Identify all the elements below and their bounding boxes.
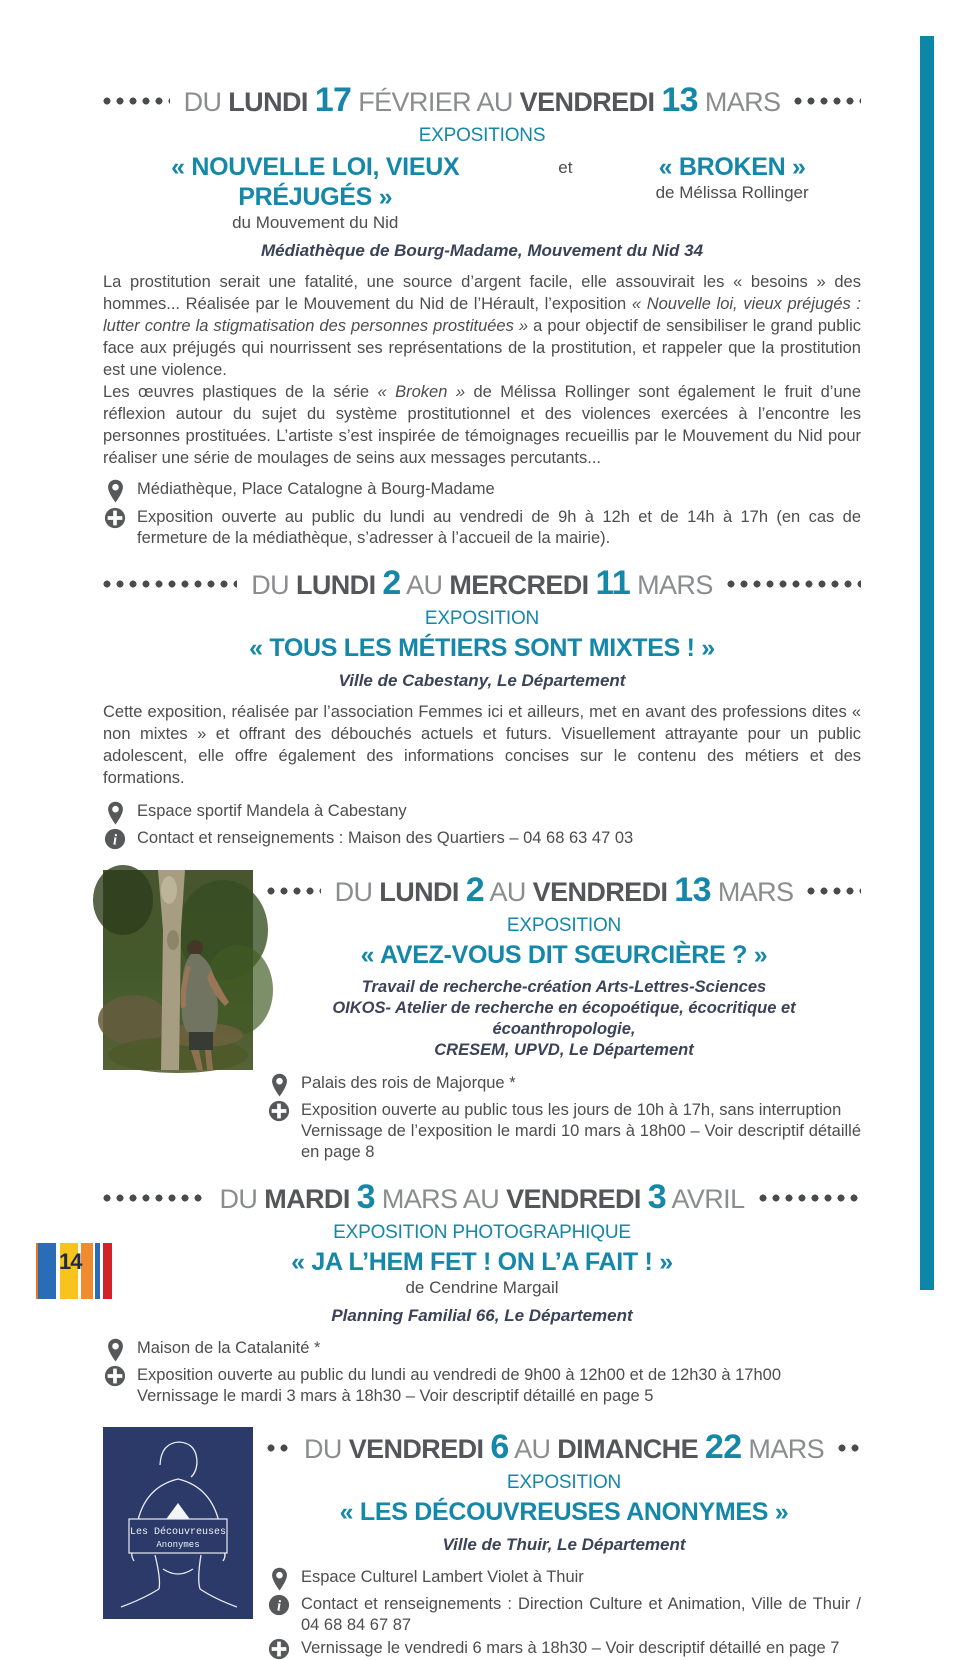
description-text: Les œuvres plastiques de la série bbox=[103, 383, 378, 401]
description-italic: « Nouvelle loi, vieux préjugés : lutter contre la stigmatisation des personnes prostituées » bbox=[103, 295, 861, 335]
date-part: DU bbox=[183, 87, 222, 117]
date-header bbox=[103, 80, 861, 122]
dotted-divider bbox=[759, 1194, 862, 1202]
hours-row bbox=[103, 507, 861, 549]
info-icon bbox=[103, 828, 127, 850]
svg-text:i: i bbox=[276, 1598, 282, 1615]
location-text: Maison de la Catalanité * bbox=[137, 1339, 321, 1357]
plus-icon bbox=[267, 1638, 291, 1660]
location-pin-icon bbox=[103, 1338, 127, 1363]
hours-line: Vernissage le vendredi 6 mars à 18h30 – Voir descriptif détaillé en page 7 bbox=[301, 1639, 840, 1657]
hours-text bbox=[137, 507, 861, 549]
date-header bbox=[103, 1177, 861, 1219]
location-row bbox=[267, 1567, 861, 1592]
date-number: 6 bbox=[490, 1428, 509, 1466]
event-venue: Ville de Cabestany, Le Département bbox=[338, 671, 626, 690]
date-number: 2 bbox=[465, 871, 485, 909]
hours-line: Exposition ouverte au public du lundi au vendredi de 9h à 12h et de 14h à 17h (en cas de fermeture de la médiathèque, s’adresser à l’accueil de la mairie). bbox=[137, 508, 861, 547]
event-section-5 bbox=[103, 1427, 861, 1660]
event-type-label: EXPOSITION bbox=[506, 1472, 622, 1493]
event-section-3 bbox=[103, 870, 861, 1163]
event-title-right-block bbox=[603, 150, 861, 203]
date-part: DU bbox=[303, 1434, 342, 1464]
date-part: AU bbox=[406, 570, 443, 600]
event-description bbox=[103, 381, 861, 469]
location-text: Espace Culturel Lambert Violet à Thuir bbox=[301, 1568, 584, 1586]
location-pin-icon bbox=[267, 1073, 291, 1098]
poster-text-line1: Les Découvreuses bbox=[129, 1527, 227, 1538]
date-number: 22 bbox=[704, 1428, 742, 1466]
date-range bbox=[184, 80, 781, 122]
date-part: MARS bbox=[748, 1434, 825, 1464]
hours-line: Vernissage de l’exposition le mardi 10 mars à 18h00 – Voir descriptif détaillé en page 8 bbox=[301, 1122, 861, 1161]
event-title: « NOUVELLE LOI, VIEUX PRÉJUGÉS » bbox=[171, 153, 460, 211]
event-title: « JA L’HEM FET ! ON L’A FAIT ! » bbox=[291, 1248, 673, 1276]
contact-text: Contact et renseignements : Maison des Quartiers – 04 68 63 47 03 bbox=[137, 829, 634, 847]
date-part: MARS bbox=[704, 87, 781, 117]
hours-row bbox=[267, 1100, 861, 1163]
dotted-divider bbox=[838, 1444, 861, 1452]
date-part: DU bbox=[219, 1184, 258, 1214]
date-range bbox=[251, 563, 712, 605]
event-section-2 bbox=[103, 563, 861, 850]
location-row bbox=[103, 801, 861, 826]
plus-icon bbox=[103, 1365, 127, 1387]
event-venue: Ville de Thuir, Le Département bbox=[442, 1535, 686, 1554]
event-title: « TOUS LES MÉTIERS SONT MIXTES ! » bbox=[249, 634, 715, 662]
date-day: MARDI bbox=[264, 1184, 350, 1214]
date-header bbox=[267, 1427, 861, 1469]
date-number: 13 bbox=[661, 81, 698, 119]
location-row bbox=[103, 479, 861, 504]
hours-row bbox=[103, 1365, 861, 1407]
hours-line: Vernissage le mardi 3 mars à 18h30 – Voir descriptif détaillé en page 5 bbox=[137, 1387, 654, 1405]
date-part: DU bbox=[251, 570, 290, 600]
date-header bbox=[267, 870, 861, 912]
date-number: 17 bbox=[314, 81, 352, 119]
hours-text bbox=[301, 1638, 839, 1659]
location-pin-icon bbox=[267, 1567, 291, 1592]
date-day: VENDREDI bbox=[519, 87, 655, 117]
date-number: 3 bbox=[356, 1178, 375, 1216]
event-type-label: EXPOSITION bbox=[506, 915, 622, 936]
date-number: 2 bbox=[382, 564, 401, 602]
dotted-divider bbox=[267, 887, 321, 895]
date-part: AU bbox=[489, 877, 526, 907]
dual-titles bbox=[103, 150, 861, 233]
date-day: LUNDI bbox=[379, 877, 459, 907]
date-day: VENDREDI bbox=[532, 877, 668, 907]
dotted-divider bbox=[103, 97, 170, 105]
date-part: MARS AU bbox=[381, 1184, 500, 1214]
date-part: MARS bbox=[717, 877, 794, 907]
date-part: AVRIL bbox=[671, 1184, 745, 1214]
side-accent-bar bbox=[920, 36, 934, 1290]
date-part: FÉVRIER AU bbox=[358, 87, 513, 117]
info-icon bbox=[267, 1594, 291, 1616]
date-day: DIMANCHE bbox=[557, 1434, 698, 1464]
date-day: LUNDI bbox=[295, 570, 376, 600]
event-title: « BROKEN » bbox=[658, 153, 806, 181]
date-day: VENDREDI bbox=[348, 1434, 484, 1464]
event-body bbox=[267, 1427, 861, 1660]
location-text: Palais des rois de Majorque * bbox=[301, 1074, 516, 1092]
event-credit: de Cendrine Margail bbox=[405, 1278, 559, 1297]
dotted-divider bbox=[103, 580, 237, 588]
date-number: 13 bbox=[674, 871, 711, 909]
dotted-divider bbox=[807, 887, 861, 895]
event-poster-decouvreuses bbox=[103, 1427, 253, 1660]
plus-icon bbox=[267, 1100, 291, 1122]
event-venue: Planning Familial 66, Le Département bbox=[331, 1306, 633, 1325]
event-subtitle: Travail de recherche-création Arts-Lettres-Sciences bbox=[361, 978, 767, 996]
page-content bbox=[103, 80, 861, 1660]
event-credit: du Mouvement du Nid bbox=[232, 213, 399, 232]
location-pin-icon bbox=[103, 479, 127, 504]
event-venue: Médiathèque de Bourg-Madame, Mouvement du Nid 34 bbox=[260, 241, 704, 260]
contact-row bbox=[103, 828, 861, 850]
event-type-label: EXPOSITION PHOTOGRAPHIQUE bbox=[333, 1222, 631, 1243]
event-title: « AVEZ-VOUS DIT SŒURCIÈRE ? » bbox=[360, 941, 768, 969]
date-day: MERCREDI bbox=[449, 570, 589, 600]
conjunction: et bbox=[558, 158, 573, 177]
hours-row bbox=[267, 1638, 861, 1660]
event-type-label: EXPOSITIONS bbox=[418, 125, 546, 146]
date-part: AU bbox=[514, 1434, 551, 1464]
location-pin-icon bbox=[103, 801, 127, 826]
date-number: 3 bbox=[647, 1178, 667, 1216]
location-row bbox=[103, 1338, 861, 1363]
date-range bbox=[304, 1427, 824, 1469]
contact-row bbox=[267, 1594, 861, 1636]
date-number: 11 bbox=[595, 564, 631, 602]
event-photo-forest bbox=[103, 870, 253, 1163]
event-title-left-block bbox=[103, 150, 527, 233]
description-text: a pour objectif de sensibiliser le grand public face aux préjugés qui nourrissent ses représentations de la prostitution, et rappeler que la prostitution est une violence. bbox=[103, 317, 861, 379]
date-day: LUNDI bbox=[228, 87, 308, 117]
page-number-badge bbox=[36, 1243, 112, 1299]
dotted-divider bbox=[267, 1444, 290, 1452]
hours-line: Exposition ouverte au public du lundi au vendredi de 9h00 à 12h00 et de 12h30 à 17h00 bbox=[137, 1366, 782, 1384]
hours-line: Exposition ouverte au public tous les jours de 10h à 17h, sans interruption bbox=[301, 1101, 842, 1119]
event-subtitle: CRESEM, UPVD, Le Département bbox=[434, 1041, 694, 1059]
date-range bbox=[335, 870, 794, 912]
event-title: « LES DÉCOUVREUSES ANONYMES » bbox=[339, 1498, 789, 1526]
location-text: Espace sportif Mandela à Cabestany bbox=[137, 802, 407, 820]
date-part: DU bbox=[334, 877, 373, 907]
poster-text-line2: Anonymes bbox=[156, 1540, 200, 1550]
event-description bbox=[103, 271, 861, 381]
description-text: La prostitution serait une fatalité, une source d’argent facile, elle assouvirait les « besoins » des hommes... Réalisée par le Mouvement du Nid de l’Hérault, l’exposition bbox=[103, 273, 861, 313]
event-body bbox=[267, 870, 861, 1163]
date-day: VENDREDI bbox=[506, 1184, 641, 1214]
event-credit: de Mélissa Rollinger bbox=[655, 183, 809, 202]
description-italic: « Broken » bbox=[377, 383, 466, 401]
hours-text bbox=[137, 1365, 781, 1407]
event-description: Cette exposition, réalisée par l’association Femmes ici et ailleurs, met en avant des professions dites « non mixtes » et offrant des débouchés actuels et futurs. Visuellement attrayante pour un public adolescent, elle offre également des informations concises sur le contenu des métiers et des formations. bbox=[103, 703, 861, 787]
dotted-divider bbox=[103, 1194, 206, 1202]
date-range bbox=[220, 1177, 745, 1219]
event-section-4 bbox=[103, 1177, 861, 1407]
event-subtitle: OIKOS- Atelier de recherche en écopoétique, écocritique et écoanthropologie, bbox=[332, 999, 796, 1038]
date-part: MARS bbox=[637, 570, 713, 600]
page-number: 14 bbox=[59, 1249, 82, 1274]
location-text: Médiathèque, Place Catalogne à Bourg-Madame bbox=[137, 480, 495, 498]
dotted-divider bbox=[794, 97, 861, 105]
event-type-label: EXPOSITION bbox=[424, 608, 540, 629]
plus-icon bbox=[103, 507, 127, 529]
date-header bbox=[103, 563, 861, 605]
svg-text:i: i bbox=[112, 832, 118, 849]
dotted-divider bbox=[727, 580, 861, 588]
event-section-1 bbox=[103, 80, 861, 549]
hours-text bbox=[301, 1100, 861, 1163]
description-text: de Mélissa Rollinger sont également le fruit d’une réflexion autour du sujet du système prostitutionnel et des violences exercées à l’encontre les personnes prostituées. L’artiste s’est inspirée de témoignages recueillis par le Mouvement du Nid pour réaliser une série de moulages de seins aux messages percutants... bbox=[103, 383, 861, 467]
contact-text: Contact et renseignements : Direction Culture et Animation, Ville de Thuir / 04 68 84 67 87 bbox=[301, 1595, 861, 1634]
location-row bbox=[267, 1073, 861, 1098]
